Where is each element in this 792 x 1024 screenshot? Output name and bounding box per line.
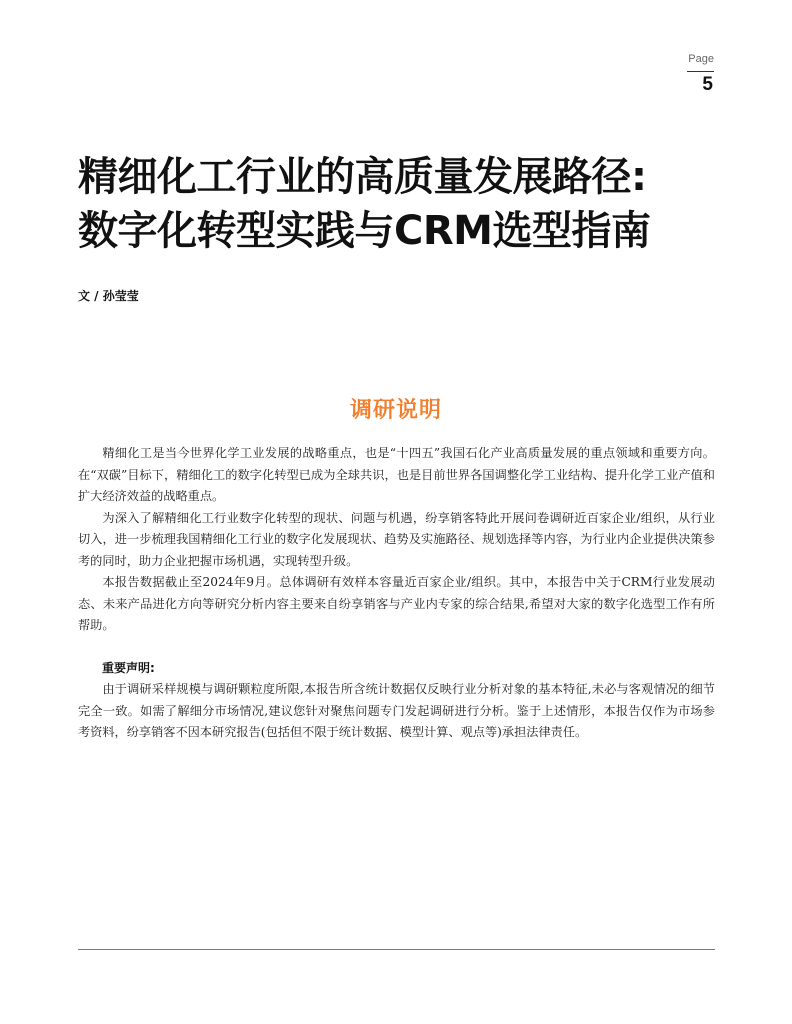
intro-body — [78, 443, 715, 637]
intro-paragraph-2: 为深入了解精细化工行业数字化转型的现状、问题与机遇，纷享销客特此开展问卷调研近百家企业/组织，从行业切入，进一步梳理我国精细化工行业的数字化发展现状、趋势及实施路径、规划选择等内容，为行业内企业提供决策参考的同时，助力企业把握市场机遇，实现转型升级。 — [78, 510, 715, 568]
page-label: Page — [688, 53, 714, 65]
notice-body — [78, 679, 715, 744]
intro-paragraph-1: 精细化工是当今世界化学工业发展的战略重点，也是“十四五”我国石化产业高质量发展的重点领域和重要方向。在“双碳”目标下，精细化工的数字化转型已成为全球共识，也是目前世界各国调整化学工业结构、提升化学工业产值和扩大经济效益的战略重点。 — [78, 446, 715, 503]
page-label-divider — [687, 71, 714, 72]
author-byline: 文 / 孙莹莹 — [78, 289, 139, 303]
notice-heading: 重要声明: — [102, 661, 155, 675]
notice-paragraph: 由于调研采样规模与调研颗粒度所限,本报告所含统计数据仅反映行业分析对象的基本特征,未必与客观情况的细节完全一致。如需了解细分市场情况,建议您针对聚焦问题专门发起调研进行分析。鉴于上述情形，本报告仅作为市场参考资料，纷享销客不因本研究报告(包括但不限于统计数据、模型计算、观点等)承担法律责任。 — [78, 682, 715, 739]
title-line-1: 精细化工行业的高质量发展路径: — [78, 154, 647, 200]
footer-divider — [78, 949, 715, 950]
page-title — [78, 150, 718, 258]
intro-paragraph-3: 本报告数据截止至2024年9月。总体调研有效样本容量近百家企业/组织。其中，本报告中关于CRM行业发展动态、未来产品进化方向等研究分析内容主要来自纷享销客与产业内专家的综合结果,希望对大家的数字化选型工作有所帮助。 — [78, 575, 715, 632]
section-heading: 调研说明 — [349, 398, 442, 423]
title-line-2: 数字化转型实践与CRM选型指南 — [78, 208, 651, 254]
page-number: 5 — [702, 74, 713, 95]
